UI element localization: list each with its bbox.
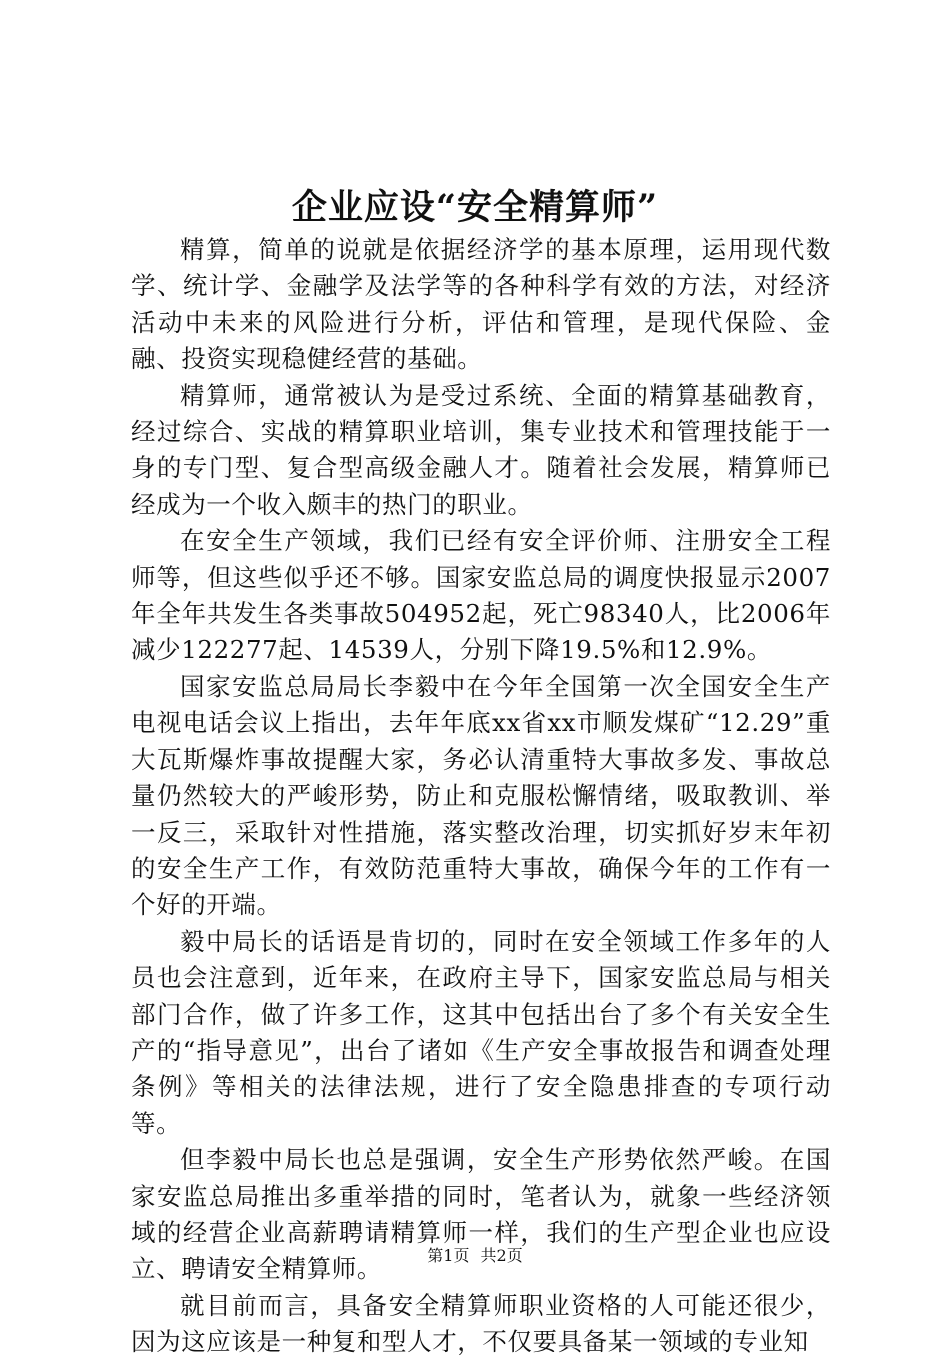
paragraph-3: 在安全生产领域，我们已经有安全评价师、注册安全工程师等，但这些似乎还不够。国家安监总局的调度快报显示2007年全年共发生各类事故504952起，死亡98340人，比2006年减少122277起、14539人，分别下降19.5%和12.9%。 — [131, 526, 831, 665]
paragraph-7: 就目前而言，具备安全精算师职业资格的人可能还很少，因为这应该是一种复和型人才，不仅要具备某一领域的专业知 — [131, 1290, 831, 1357]
paragraph-2: 精算师，通常被认为是受过系统、全面的精算基础教育，经过综合、实战的精算职业培训，集专业技术和管理技能于一身的专门型、复合型高级金融人才。随着社会发展，精算师已经成为一个收入颇丰的热门的职业。 — [131, 380, 831, 519]
paragraph-5: 毅中局长的话语是肯切的，同时在安全领域工作多年的人员也会注意到，近年来，在政府主导下，国家安监总局与相关部门合作，做了许多工作，这其中包括出台了多个有关安全生产的“指导意见”，出台了诸如《生产安全事故报告和调查处理条例》等相关的法律法规，进行了安全隐患排查的专项行动等。 — [131, 926, 831, 1138]
document-title: 企业应设“安全精算师” — [291, 187, 659, 228]
paragraph-4: 国家安监总局局长李毅中在今年全国第一次全国安全生产电视电话会议上指出，去年年底xx省xx市顺发煤矿“12.29”重大瓦斯爆炸事故提醒大家，务必认清重特大事故多发、事故总量仍然较大的严峻形势，防止和克服松懈情绪，吸取教训、举一反三，采取针对性措施，落实整改治理，切实抓好岁末年初的安全生产工作，有效防范重特大事故，确保今年的工作有一个好的开端。 — [131, 671, 831, 920]
page-footer — [0, 1244, 950, 1268]
paragraph-1: 精算，简单的说就是依据经济学的基本原理，运用现代数学、统计学、金融学及法学等的各种科学有效的方法，对经济活动中未来的风险进行分析，评估和管理，是现代保险、金融、投资实现稳健经营的基础。 — [131, 235, 831, 374]
document-body — [131, 232, 831, 1361]
page-number: 第1页 — [427, 1246, 470, 1265]
paragraph-6: 但李毅中局长也总是强调，安全生产形势依然严峻。在国家安监总局推出多重举措的同时，笔者认为，就象一些经济领域的经营企业高薪聘请精算师一样，我们的生产型企业也应设立、聘请安全精算师。 — [131, 1145, 831, 1284]
page-total: 共2页 — [480, 1246, 523, 1265]
